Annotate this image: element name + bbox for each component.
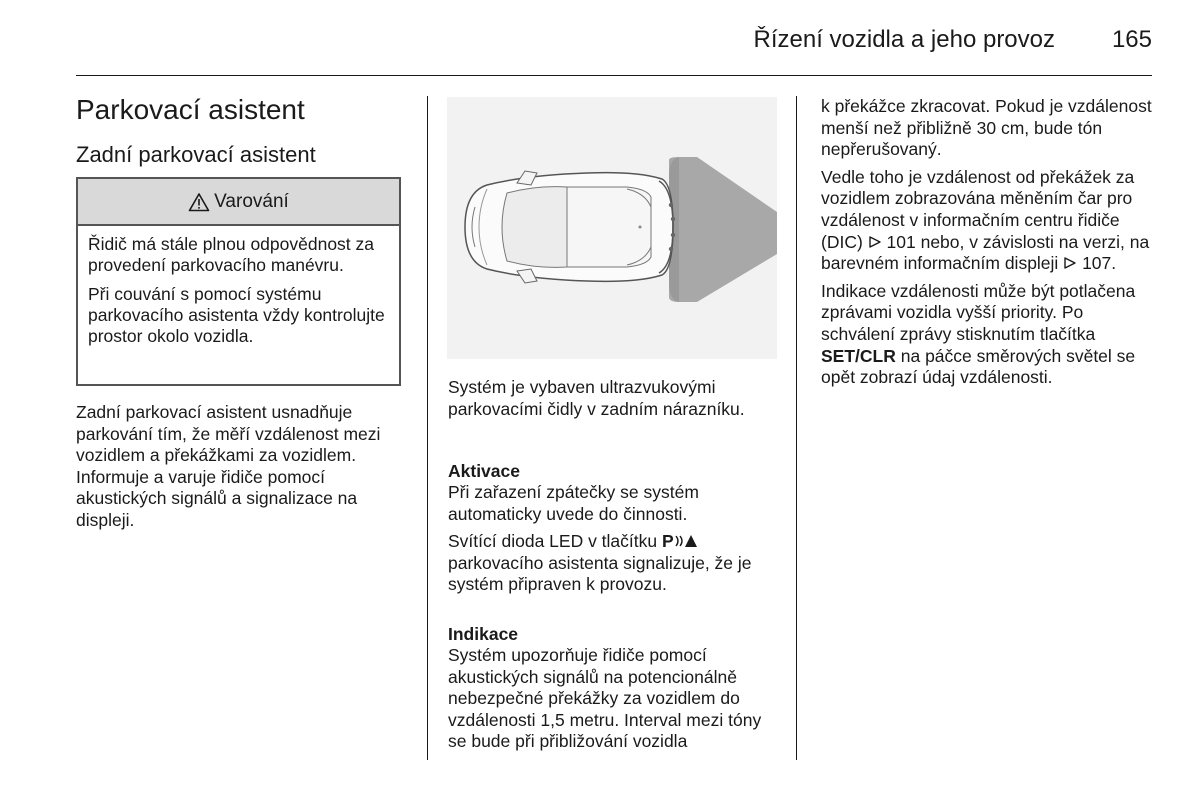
text-span: Svítící dioda LED v tlačítku (448, 531, 662, 552)
running-header: Řízení vozidla a jeho provoz (753, 26, 1055, 53)
header-rule (76, 75, 1152, 76)
activation-heading: Aktivace (448, 461, 520, 481)
set-clr-button-label: SET/CLR (821, 345, 896, 366)
body-paragraph (821, 281, 1161, 389)
parking-button-label: P (661, 531, 674, 552)
text-span: parkovacího asistenta signalizuje, že je systém připraven k provozu. (448, 552, 752, 595)
text-span: nebo, v závislosti na verzi, na barevném informačním displeji (821, 231, 1150, 274)
body-paragraph: Zadní parkovací asistent usnadňuje parkování tím, že měří vzdálenost mezi vozidlem a překážkami za vozidlem. Informuje a varuje řidiče pomocí akustických signálů a signalizace na displeji. (76, 402, 381, 530)
page-reference[interactable]: 107 (1082, 253, 1112, 274)
page-number: 165 (1111, 26, 1152, 53)
warning-title: Varování (214, 190, 289, 212)
page-reference-arrow-icon (868, 235, 882, 249)
column-divider-2 (796, 96, 797, 760)
parking-assist-icon (674, 533, 700, 549)
warning-header (78, 179, 399, 226)
body-paragraph: k překážce zkracovat. Pokud je vzdálenost menší než přibližně 30 cm, bude tón nepřerušovaný. (821, 96, 1152, 160)
warning-paragraph: Řidič má stále plnou odpovědnost za provedení parkovacího manévru. (88, 234, 375, 275)
warning-box (76, 177, 401, 386)
indication-heading: Indikace (448, 624, 519, 644)
text-span: Vedle toho je vzdálenost od překážek za vozidlem zobrazována měněním čar pro vzdálenost v informačním centru řidiče (DIC) (821, 166, 1135, 252)
car-sensor-figure (447, 97, 777, 359)
subsection-heading: Zadní parkovací asistent (76, 142, 316, 167)
section-heading: Parkovací asistent (76, 94, 305, 125)
column-divider-1 (427, 96, 428, 760)
body-paragraph (448, 531, 783, 596)
text-span: Indikace vzdálenosti může být potlačena zprávami vozidla vyšší priority. Po schválení zprávy stisknutím tlačítka (821, 280, 1136, 344)
text-span: . (1111, 253, 1117, 274)
car-top-view-icon (447, 97, 777, 359)
body-paragraph: Při zařazení zpátečky se systém automaticky uvede do činnosti. (448, 482, 699, 524)
warning-triangle-icon (188, 192, 210, 212)
warning-paragraph: Při couvání s pomocí systému parkovacího asistenta vždy kontrolujte prostor okolo vozidla. (88, 284, 385, 346)
text-span: na páčce směrových světel se opět zobrazí údaj vzdálenosti. (821, 345, 1136, 388)
body-paragraph: Systém je vybaven ultrazvukovými parkovacími čidly v zadním nárazníku. (448, 377, 745, 419)
page-reference[interactable]: 101 (886, 231, 916, 252)
page-reference-arrow-icon (1063, 256, 1077, 270)
body-paragraph (821, 167, 1161, 275)
body-paragraph: Systém upozorňuje řidiče pomocí akustických signálů na potencionálně nebezpečné překážky za vozidlem do vzdálenosti 1,5 metru. Interval mezi tóny se bude při přibližování vozidla (448, 645, 762, 752)
